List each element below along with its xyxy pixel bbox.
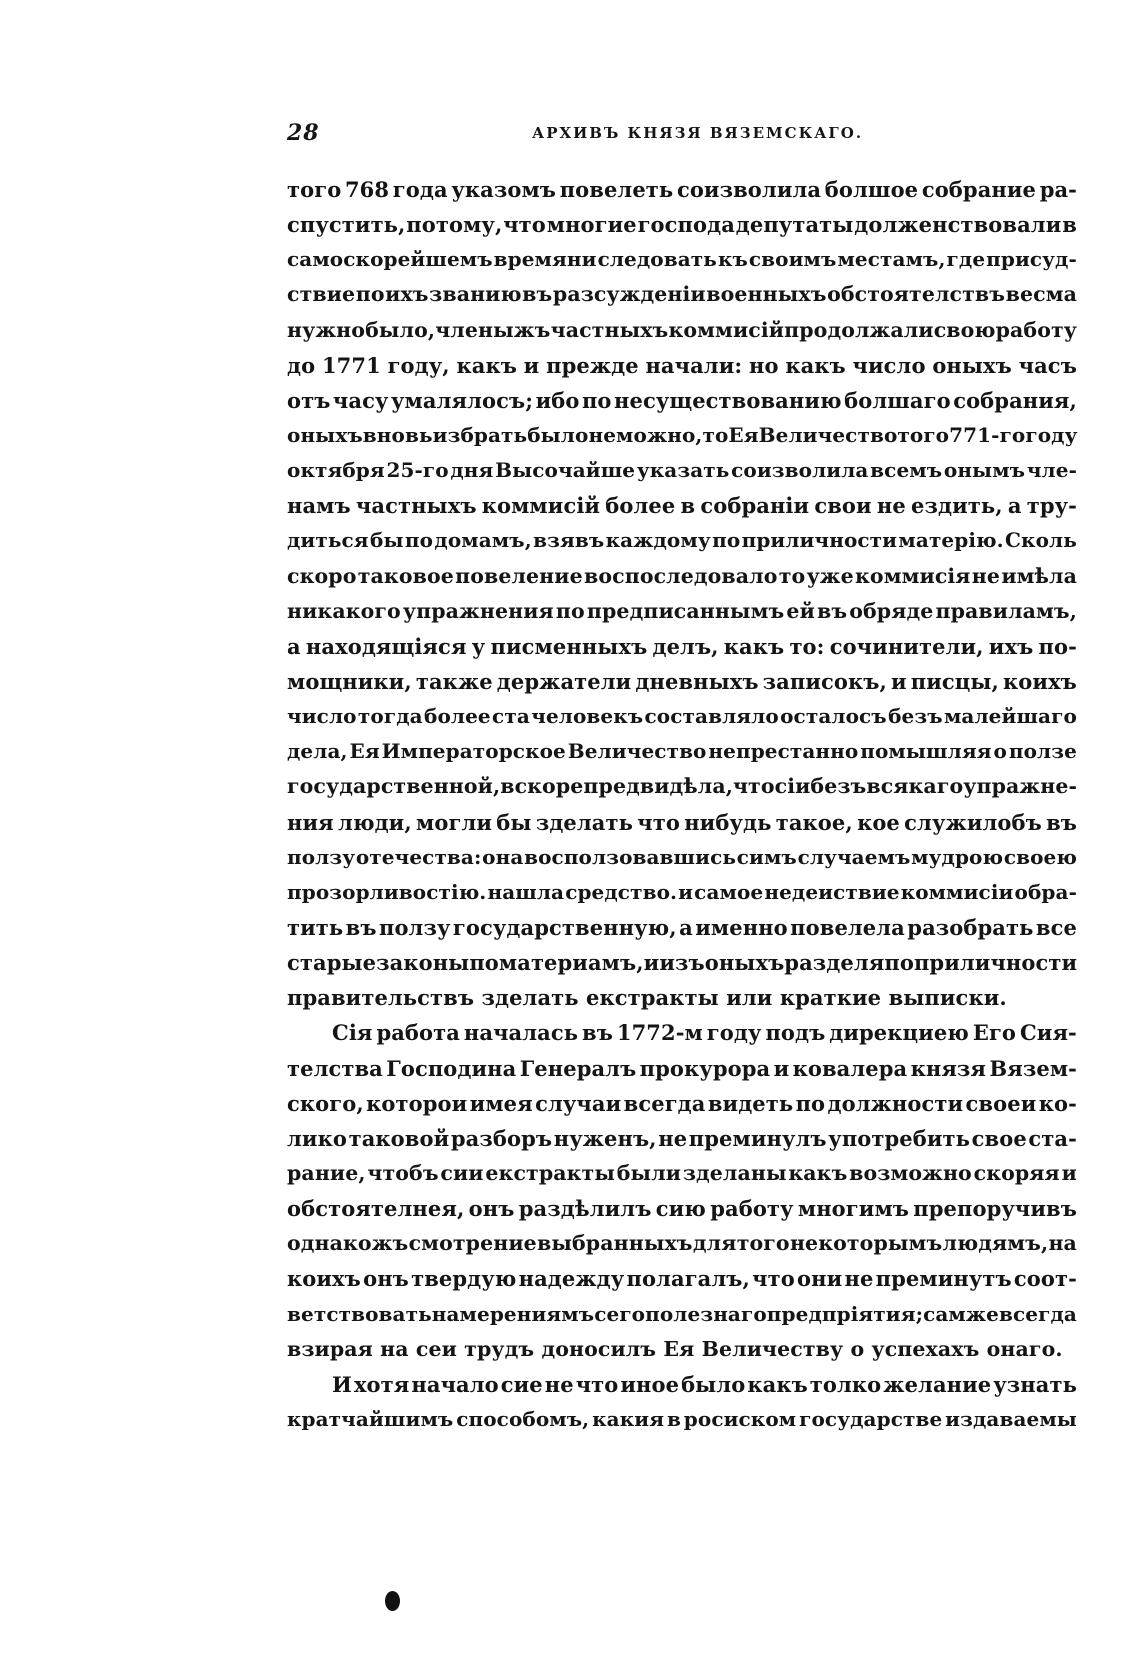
page-header [287,120,1077,150]
text-line: никакого упражнения по предписаннымъ ей въ обряде правиламъ, [287,598,1077,623]
text-line: диться бы по домамъ, взявъ каждому по приличности матерію. Сколь [287,528,1077,553]
text-line: старые законы по материамъ, и изъ оныхъ разделя по приличности [287,950,1078,976]
text-line: число тогда более ста человекъ составляло осталосъ безъ малейшаго [287,704,1077,729]
text-line: а находящіяся у писменныхъ делъ, какъ то: сочинители, ихъ по- [287,633,1077,659]
body-text [287,172,1077,1437]
page-number: 28 [287,120,320,146]
text-line: ствие по ихъ званию въ разсужденіи военныхъ обстоятелствъ весма [287,282,1077,307]
text-line: оныхъ вновь избрать было не можно, то Ея Величество того 771-го году [287,422,1078,447]
text-line: нужно было, члены жъ частныхъ коммисій продолжали свою работу [287,317,1077,342]
text-line: взирая на сеи трудъ доносилъ Ея Величеству о успехахъ онаго. [287,1336,1063,1361]
text-line: рание, чтобъ сии екстракты были зделаны какъ возможно скоряя и [287,1160,1077,1185]
text-line: Сія работа началась въ 1772-м году подъ дирекциею Его Сия- [332,1020,1077,1046]
text-line: мощники, также держатели дневныхъ записокъ, и писцы, коихъ [287,668,1077,694]
text-line: ния люди, могли бы зделать что нибудь такое, кое служилобъ въ [287,809,1077,835]
text-line: И хотя начало сие не что иное было какъ толко желание узнать [332,1371,1077,1397]
text-line: правительствъ зделать екстракты или краткие выписки. [287,985,1007,1011]
text-line: ветствовать намерениямъ сего полезнаго предпріятия; сам же всегда [287,1301,1077,1326]
text-line: ползу отечества: она восползовавшись симъ случаемъ мудрою своею [287,844,1077,869]
text-line: однакожъ смотрение выбранныхъ для того некоторымъ людямъ, на [287,1231,1077,1256]
text-line: коихъ онъ твердую надежду полагалъ, что они не преминутъ соот- [287,1266,1077,1292]
text-line: дела, Ея Императорское Величество непрестанно помышляя о ползе [287,739,1077,764]
text-line: скоро таковое повеление воспоследовало то уже коммисія не имѣла [287,563,1077,588]
text-line: отъ часу умалялосъ; ибо по несуществованию болшаго собрания, [287,387,1077,413]
text-line: октября 25-го дня Высочайше указать соизволила всемъ онымъ чле- [287,458,1077,483]
text-line: того 768 года указомъ повелеть соизволила болшое собрание ра- [287,177,1077,202]
text-line: тить въ ползу государственную, а именно повелела разобрать все [287,914,1077,940]
text-line: государственной, вскоре предвидѣла, что сіи безъ всякаго упражне- [287,774,1078,799]
text-line: спустить, потому, что многие господа депутаты долженствовали в [287,212,1077,238]
ink-blot [385,1591,400,1611]
text-line: лико таковой разборъ нуженъ, не преминулъ употребить свое ста- [287,1125,1077,1151]
text-line: намъ частныхъ коммисій более в собраніи свои не ездить, а тру- [287,493,1077,519]
running-title: АРХИВЪ КНЯЗЯ ВЯЗЕМСКАГО. [532,124,864,142]
text-line: телства Господина Генералъ прокурора и ковалера князя Вязем- [287,1055,1077,1081]
text-line: обстоятелнея, онъ раздѣлилъ сию работу многимъ препоручивъ [287,1196,1077,1222]
text-line: самоскорейшемъ времяни следовать къ своимъ местамъ, где присуд- [287,247,1077,272]
text-line: до 1771 году, какъ и прежде начали: но какъ число оныхъ часъ [287,352,1077,378]
text-line: кратчайшимъ способомъ, какия в росиском государстве издаваемы [287,1406,1077,1431]
text-line: ского, которои имея случаи всегда видеть по должности своеи ко- [287,1090,1077,1116]
text-line: прозорливостію. нашла средство. и самое недеиствие коммисіи обра- [287,879,1077,904]
